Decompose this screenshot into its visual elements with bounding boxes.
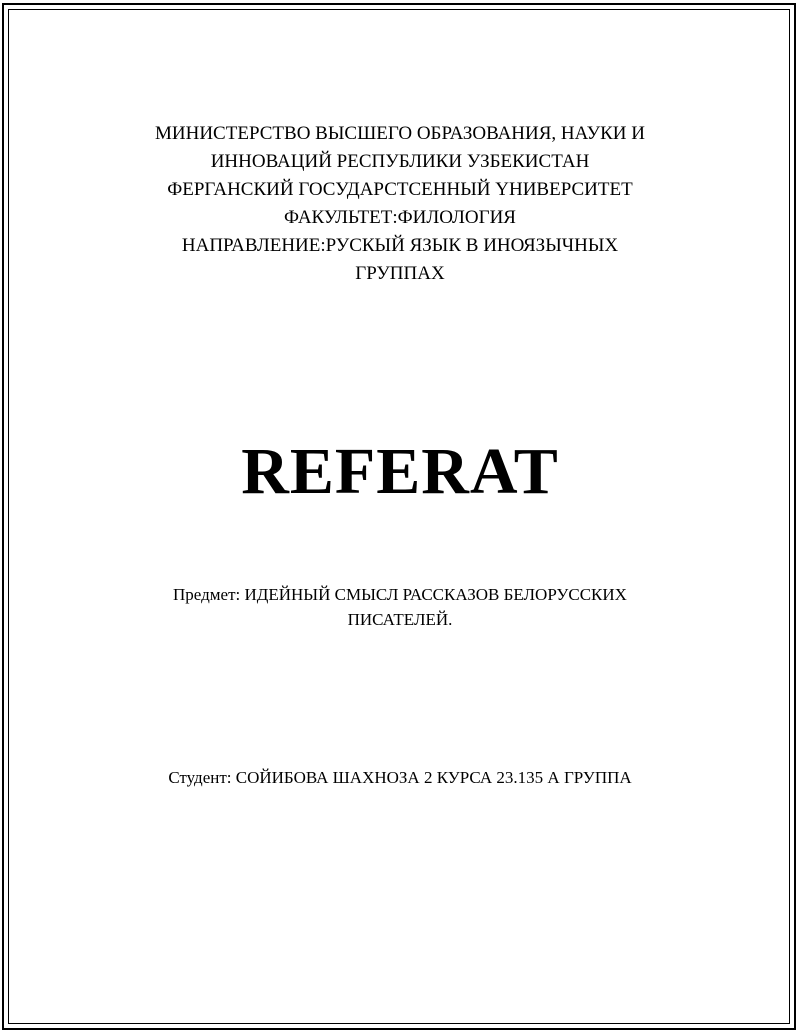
subject-line-1 (100, 582, 700, 607)
subject-block (100, 582, 700, 632)
subject-label: Предмет: (173, 585, 241, 604)
header-line-faculty: ФАКУЛЬТЕТ:ФИЛОЛОГИЯ (284, 207, 516, 228)
subject-value-line-1: ИДЕЙНЫЙ СМЫСЛ РАССКАЗОВ БЕЛОРУССКИХ (244, 585, 627, 604)
institution-header (100, 120, 700, 288)
student-label: Студент: (168, 768, 232, 787)
header-line-ministry: МИНИСТЕРСТВО ВЫСШЕГО ОБРАЗОВАНИЯ, НАУКИ И (155, 123, 645, 144)
header-line-groups: ГРУППАХ (355, 263, 445, 284)
header-line-university: ФЕРГАНСКИЙ ГОСУДАРСТСЕННЫЙ ҮНИВЕРСИТЕТ (167, 179, 633, 200)
document-title: REFERAT (241, 435, 559, 508)
student-value: СОЙИБОВА ШАХНОЗА 2 КУРСА 23.135 А ГРУППА (235, 768, 632, 787)
student-block (60, 765, 740, 790)
subject-value-line-2: ПИСАТЕЛЕЙ. (347, 610, 453, 629)
header-line-direction: НАПРАВЛЕНИЕ:РУСКЫЙ ЯЗЫК В ИНОЯЗЫЧНЫХ (181, 235, 619, 256)
header-line-republic: ИННОВАЦИЙ РЕСПУБЛИКИ УЗБЕКИСТАН (210, 151, 590, 172)
